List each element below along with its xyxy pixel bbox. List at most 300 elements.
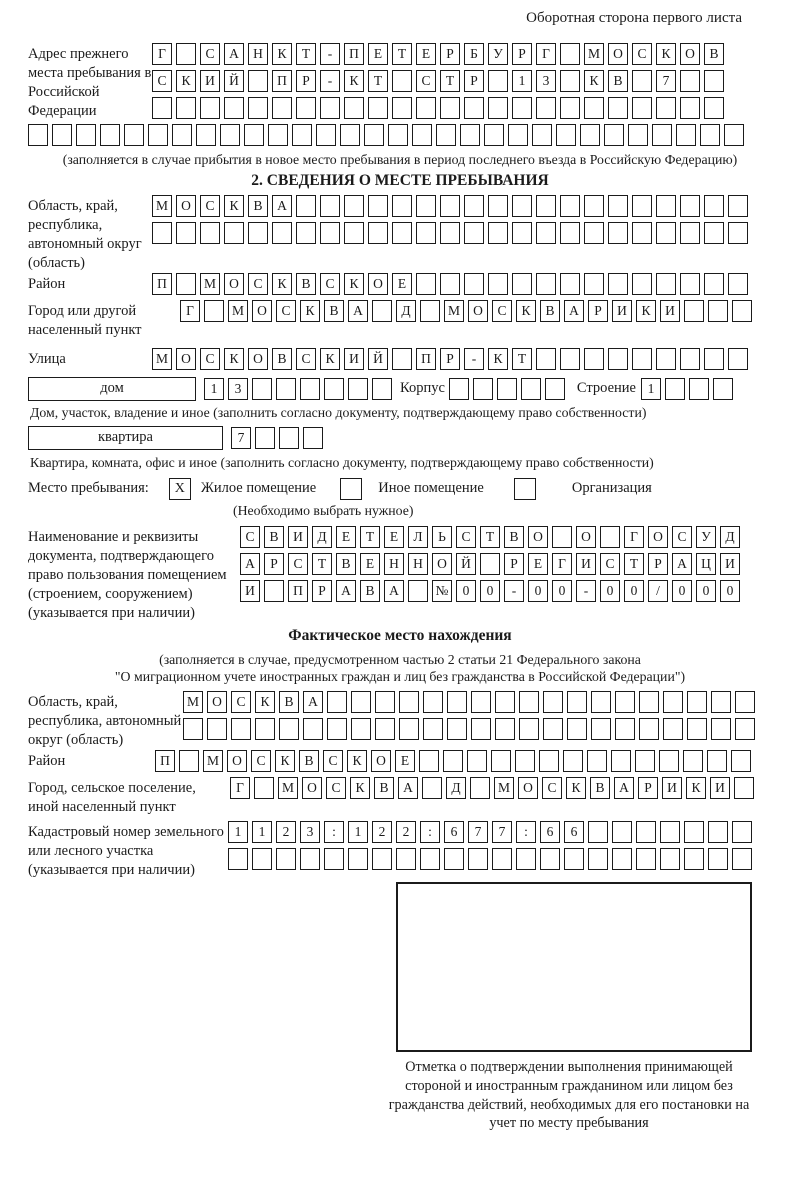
char-cell[interactable] (663, 718, 683, 740)
char-cell[interactable] (488, 195, 508, 217)
char-cell[interactable] (272, 97, 292, 119)
char-cell[interactable] (368, 97, 388, 119)
char-cell[interactable]: И (662, 777, 682, 799)
char-cell[interactable] (689, 378, 709, 400)
char-cell[interactable]: С (251, 750, 271, 772)
char-cell[interactable]: 2 (372, 821, 392, 843)
char-cell[interactable] (591, 691, 611, 713)
char-cell[interactable]: К (255, 691, 275, 713)
char-cell[interactable] (412, 124, 432, 146)
char-cell[interactable]: 1 (348, 821, 368, 843)
char-cell[interactable]: А (303, 691, 323, 713)
char-cell[interactable] (447, 718, 467, 740)
char-cell[interactable] (300, 848, 320, 870)
char-cell[interactable]: С (296, 348, 316, 370)
char-cell[interactable] (560, 70, 580, 92)
char-cell[interactable] (588, 848, 608, 870)
char-cell[interactable] (392, 222, 412, 244)
char-cell[interactable] (608, 348, 628, 370)
char-cell[interactable]: К (176, 70, 196, 92)
char-cell[interactable] (255, 718, 275, 740)
char-cell[interactable]: В (272, 348, 292, 370)
char-cell[interactable]: 7 (231, 427, 251, 449)
char-cell[interactable] (200, 97, 220, 119)
char-cell[interactable]: Г (152, 43, 172, 65)
char-cell[interactable] (708, 821, 728, 843)
char-cell[interactable] (254, 777, 274, 799)
char-cell[interactable]: О (252, 300, 272, 322)
char-cell[interactable]: А (224, 43, 244, 65)
char-cell[interactable] (276, 848, 296, 870)
char-cell[interactable] (244, 124, 264, 146)
char-cell[interactable]: С (542, 777, 562, 799)
char-cell[interactable] (608, 222, 628, 244)
char-cell[interactable] (296, 222, 316, 244)
char-cell[interactable] (396, 848, 416, 870)
char-cell[interactable] (628, 124, 648, 146)
char-cell[interactable] (532, 124, 552, 146)
char-cell[interactable]: М (494, 777, 514, 799)
char-cell[interactable]: Д (396, 300, 416, 322)
char-cell[interactable] (436, 124, 456, 146)
char-cell[interactable] (264, 580, 284, 602)
char-cell[interactable] (423, 718, 443, 740)
stay-type-checkbox-other-premises[interactable] (340, 478, 362, 500)
char-cell[interactable] (488, 222, 508, 244)
char-cell[interactable] (28, 124, 48, 146)
char-cell[interactable]: Б (464, 43, 484, 65)
char-cell[interactable] (600, 526, 620, 548)
char-cell[interactable] (560, 195, 580, 217)
char-cell[interactable] (296, 97, 316, 119)
char-cell[interactable] (560, 222, 580, 244)
char-cell[interactable]: П (288, 580, 308, 602)
char-cell[interactable] (656, 273, 676, 295)
char-cell[interactable] (176, 222, 196, 244)
char-cell[interactable] (732, 848, 752, 870)
char-cell[interactable] (344, 222, 364, 244)
char-cell[interactable] (392, 195, 412, 217)
char-cell[interactable] (608, 273, 628, 295)
char-cell[interactable] (636, 848, 656, 870)
char-cell[interactable] (176, 273, 196, 295)
char-cell[interactable]: 2 (396, 821, 416, 843)
char-cell[interactable] (567, 718, 587, 740)
char-cell[interactable]: И (710, 777, 730, 799)
char-cell[interactable]: Р (264, 553, 284, 575)
char-cell[interactable]: Г (230, 777, 250, 799)
char-cell[interactable] (464, 97, 484, 119)
char-cell[interactable] (447, 691, 467, 713)
char-cell[interactable] (540, 848, 560, 870)
char-cell[interactable] (676, 124, 696, 146)
char-cell[interactable]: С (240, 526, 260, 548)
char-cell[interactable] (220, 124, 240, 146)
char-cell[interactable] (100, 124, 120, 146)
char-cell[interactable] (484, 124, 504, 146)
char-cell[interactable]: 2 (276, 821, 296, 843)
char-cell[interactable] (495, 691, 515, 713)
char-cell[interactable]: В (608, 70, 628, 92)
char-cell[interactable]: О (248, 348, 268, 370)
char-cell[interactable]: - (576, 580, 596, 602)
char-cell[interactable] (248, 222, 268, 244)
char-cell[interactable]: - (504, 580, 524, 602)
char-cell[interactable] (351, 691, 371, 713)
char-cell[interactable]: Т (440, 70, 460, 92)
char-cell[interactable]: И (660, 300, 680, 322)
char-cell[interactable] (536, 348, 556, 370)
char-cell[interactable]: М (203, 750, 223, 772)
char-cell[interactable] (536, 222, 556, 244)
char-cell[interactable] (440, 195, 460, 217)
char-cell[interactable]: С (416, 70, 436, 92)
char-cell[interactable]: К (344, 70, 364, 92)
char-cell[interactable]: В (296, 273, 316, 295)
char-cell[interactable]: И (576, 553, 596, 575)
char-cell[interactable]: 1 (204, 378, 224, 400)
char-cell[interactable] (560, 43, 580, 65)
char-cell[interactable] (416, 97, 436, 119)
char-cell[interactable]: И (612, 300, 632, 322)
char-cell[interactable] (563, 750, 583, 772)
char-cell[interactable]: О (227, 750, 247, 772)
char-cell[interactable]: 0 (552, 580, 572, 602)
char-cell[interactable]: Т (360, 526, 380, 548)
char-cell[interactable] (480, 553, 500, 575)
char-cell[interactable] (632, 348, 652, 370)
char-cell[interactable] (732, 300, 752, 322)
char-cell[interactable] (732, 821, 752, 843)
char-cell[interactable]: 1 (512, 70, 532, 92)
char-cell[interactable] (252, 378, 272, 400)
char-cell[interactable] (639, 691, 659, 713)
char-cell[interactable] (519, 718, 539, 740)
char-cell[interactable]: : (516, 821, 536, 843)
char-cell[interactable]: В (590, 777, 610, 799)
char-cell[interactable]: 7 (492, 821, 512, 843)
char-cell[interactable]: О (576, 526, 596, 548)
char-cell[interactable]: С (323, 750, 343, 772)
char-cell[interactable]: Р (296, 70, 316, 92)
char-cell[interactable] (491, 750, 511, 772)
char-cell[interactable]: Г (180, 300, 200, 322)
char-cell[interactable] (416, 195, 436, 217)
char-cell[interactable] (368, 222, 388, 244)
char-cell[interactable] (728, 222, 748, 244)
char-cell[interactable] (512, 273, 532, 295)
char-cell[interactable] (473, 378, 493, 400)
char-cell[interactable] (179, 750, 199, 772)
char-cell[interactable]: К (224, 348, 244, 370)
char-cell[interactable] (512, 222, 532, 244)
char-cell[interactable] (467, 750, 487, 772)
char-cell[interactable]: 0 (480, 580, 500, 602)
char-cell[interactable] (303, 427, 323, 449)
char-cell[interactable]: К (320, 348, 340, 370)
char-cell[interactable] (471, 718, 491, 740)
char-cell[interactable]: Т (368, 70, 388, 92)
char-cell[interactable] (392, 70, 412, 92)
char-cell[interactable]: С (456, 526, 476, 548)
char-cell[interactable]: С (200, 195, 220, 217)
char-cell[interactable] (663, 691, 683, 713)
char-cell[interactable] (464, 273, 484, 295)
char-cell[interactable]: С (276, 300, 296, 322)
char-cell[interactable] (560, 97, 580, 119)
char-cell[interactable] (704, 273, 724, 295)
char-cell[interactable]: - (320, 70, 340, 92)
char-cell[interactable] (303, 718, 323, 740)
char-cell[interactable]: С (200, 348, 220, 370)
char-cell[interactable] (580, 124, 600, 146)
char-cell[interactable]: А (336, 580, 356, 602)
char-cell[interactable] (279, 427, 299, 449)
char-cell[interactable] (587, 750, 607, 772)
char-cell[interactable] (632, 97, 652, 119)
char-cell[interactable]: О (368, 273, 388, 295)
char-cell[interactable] (516, 848, 536, 870)
char-cell[interactable]: 7 (656, 70, 676, 92)
char-cell[interactable] (704, 348, 724, 370)
char-cell[interactable]: Р (312, 580, 332, 602)
char-cell[interactable] (660, 821, 680, 843)
char-cell[interactable] (320, 195, 340, 217)
char-cell[interactable]: О (680, 43, 700, 65)
char-cell[interactable]: Й (368, 348, 388, 370)
char-cell[interactable] (536, 273, 556, 295)
char-cell[interactable] (684, 300, 704, 322)
char-cell[interactable]: В (360, 580, 380, 602)
char-cell[interactable]: О (176, 348, 196, 370)
char-cell[interactable]: П (272, 70, 292, 92)
char-cell[interactable]: Ц (696, 553, 716, 575)
char-cell[interactable] (324, 848, 344, 870)
char-cell[interactable]: М (278, 777, 298, 799)
char-cell[interactable]: В (299, 750, 319, 772)
char-cell[interactable]: 7 (468, 821, 488, 843)
char-cell[interactable]: К (636, 300, 656, 322)
char-cell[interactable] (556, 124, 576, 146)
char-cell[interactable]: В (279, 691, 299, 713)
char-cell[interactable] (399, 718, 419, 740)
char-cell[interactable] (348, 848, 368, 870)
char-cell[interactable] (248, 70, 268, 92)
char-cell[interactable] (327, 718, 347, 740)
char-cell[interactable] (560, 273, 580, 295)
char-cell[interactable] (368, 195, 388, 217)
char-cell[interactable] (231, 718, 251, 740)
char-cell[interactable]: Е (360, 553, 380, 575)
char-cell[interactable] (464, 195, 484, 217)
char-cell[interactable]: Р (464, 70, 484, 92)
char-cell[interactable]: К (686, 777, 706, 799)
char-cell[interactable]: 0 (720, 580, 740, 602)
char-cell[interactable] (176, 97, 196, 119)
char-cell[interactable] (488, 273, 508, 295)
char-cell[interactable]: С (672, 526, 692, 548)
char-cell[interactable]: С (152, 70, 172, 92)
char-cell[interactable]: И (720, 553, 740, 575)
char-cell[interactable] (687, 691, 707, 713)
char-cell[interactable] (300, 378, 320, 400)
char-cell[interactable]: Т (392, 43, 412, 65)
char-cell[interactable] (392, 97, 412, 119)
char-cell[interactable] (656, 348, 676, 370)
char-cell[interactable]: С (600, 553, 620, 575)
char-cell[interactable] (604, 124, 624, 146)
char-cell[interactable]: 0 (456, 580, 476, 602)
char-cell[interactable] (543, 718, 563, 740)
char-cell[interactable] (364, 124, 384, 146)
char-cell[interactable] (632, 70, 652, 92)
char-cell[interactable] (680, 348, 700, 370)
char-cell[interactable] (224, 222, 244, 244)
char-cell[interactable]: 3 (228, 378, 248, 400)
char-cell[interactable]: М (152, 348, 172, 370)
char-cell[interactable] (344, 97, 364, 119)
char-cell[interactable] (656, 97, 676, 119)
char-cell[interactable]: М (200, 273, 220, 295)
char-cell[interactable] (584, 195, 604, 217)
char-cell[interactable]: 1 (641, 378, 661, 400)
char-cell[interactable] (560, 348, 580, 370)
char-cell[interactable] (148, 124, 168, 146)
char-cell[interactable]: Е (528, 553, 548, 575)
char-cell[interactable]: Й (456, 553, 476, 575)
char-cell[interactable] (660, 848, 680, 870)
char-cell[interactable] (272, 222, 292, 244)
char-cell[interactable] (372, 378, 392, 400)
char-cell[interactable] (711, 718, 731, 740)
char-cell[interactable] (375, 718, 395, 740)
char-cell[interactable] (324, 378, 344, 400)
char-cell[interactable]: Н (408, 553, 428, 575)
char-cell[interactable]: Й (224, 70, 244, 92)
char-cell[interactable] (207, 718, 227, 740)
char-cell[interactable]: В (264, 526, 284, 548)
char-cell[interactable] (348, 378, 368, 400)
char-cell[interactable] (444, 848, 464, 870)
char-cell[interactable] (176, 43, 196, 65)
char-cell[interactable] (471, 691, 491, 713)
char-cell[interactable] (612, 821, 632, 843)
char-cell[interactable] (392, 348, 412, 370)
char-cell[interactable] (615, 718, 635, 740)
char-cell[interactable]: 0 (528, 580, 548, 602)
char-cell[interactable]: Е (336, 526, 356, 548)
char-cell[interactable]: Р (440, 43, 460, 65)
char-cell[interactable]: Т (296, 43, 316, 65)
char-cell[interactable] (152, 97, 172, 119)
char-cell[interactable] (351, 718, 371, 740)
char-cell[interactable]: С (231, 691, 251, 713)
char-cell[interactable]: К (300, 300, 320, 322)
char-cell[interactable] (492, 848, 512, 870)
char-cell[interactable]: А (672, 553, 692, 575)
char-cell[interactable] (539, 750, 559, 772)
char-cell[interactable]: А (564, 300, 584, 322)
char-cell[interactable]: Е (416, 43, 436, 65)
char-cell[interactable] (497, 378, 517, 400)
char-cell[interactable] (680, 273, 700, 295)
char-cell[interactable] (388, 124, 408, 146)
char-cell[interactable] (152, 222, 172, 244)
char-cell[interactable]: Д (446, 777, 466, 799)
char-cell[interactable]: - (320, 43, 340, 65)
char-cell[interactable]: Р (638, 777, 658, 799)
char-cell[interactable]: И (240, 580, 260, 602)
char-cell[interactable] (320, 97, 340, 119)
char-cell[interactable] (296, 195, 316, 217)
char-cell[interactable]: А (348, 300, 368, 322)
char-cell[interactable] (420, 848, 440, 870)
char-cell[interactable] (707, 750, 727, 772)
char-cell[interactable]: В (374, 777, 394, 799)
char-cell[interactable] (632, 273, 652, 295)
char-cell[interactable]: 0 (600, 580, 620, 602)
char-cell[interactable] (584, 222, 604, 244)
char-cell[interactable] (320, 222, 340, 244)
char-cell[interactable]: К (272, 273, 292, 295)
char-cell[interactable]: Е (384, 526, 404, 548)
char-cell[interactable] (608, 97, 628, 119)
char-cell[interactable] (728, 195, 748, 217)
char-cell[interactable] (680, 97, 700, 119)
char-cell[interactable] (728, 348, 748, 370)
char-cell[interactable] (731, 750, 751, 772)
char-cell[interactable]: У (488, 43, 508, 65)
char-cell[interactable]: О (468, 300, 488, 322)
char-cell[interactable] (515, 750, 535, 772)
char-cell[interactable]: - (464, 348, 484, 370)
char-cell[interactable]: С (200, 43, 220, 65)
char-cell[interactable]: Т (480, 526, 500, 548)
char-cell[interactable] (372, 848, 392, 870)
char-cell[interactable]: П (344, 43, 364, 65)
char-cell[interactable] (420, 300, 440, 322)
char-cell[interactable] (408, 580, 428, 602)
char-cell[interactable]: О (608, 43, 628, 65)
char-cell[interactable] (399, 691, 419, 713)
char-cell[interactable] (584, 273, 604, 295)
char-cell[interactable]: С (632, 43, 652, 65)
char-cell[interactable] (344, 195, 364, 217)
char-cell[interactable] (327, 691, 347, 713)
char-cell[interactable]: Р (504, 553, 524, 575)
char-cell[interactable]: О (207, 691, 227, 713)
char-cell[interactable]: О (648, 526, 668, 548)
char-cell[interactable]: К (566, 777, 586, 799)
char-cell[interactable] (680, 195, 700, 217)
char-cell[interactable] (519, 691, 539, 713)
char-cell[interactable] (611, 750, 631, 772)
char-cell[interactable]: В (248, 195, 268, 217)
char-cell[interactable]: В (336, 553, 356, 575)
char-cell[interactable]: К (272, 43, 292, 65)
char-cell[interactable] (632, 195, 652, 217)
char-cell[interactable]: 6 (540, 821, 560, 843)
char-cell[interactable]: О (176, 195, 196, 217)
char-cell[interactable]: Е (392, 273, 412, 295)
stay-type-checkbox-residential[interactable]: X (169, 478, 191, 500)
char-cell[interactable] (636, 821, 656, 843)
char-cell[interactable] (545, 378, 565, 400)
char-cell[interactable]: А (384, 580, 404, 602)
char-cell[interactable] (252, 848, 272, 870)
char-cell[interactable]: М (152, 195, 172, 217)
char-cell[interactable] (708, 300, 728, 322)
